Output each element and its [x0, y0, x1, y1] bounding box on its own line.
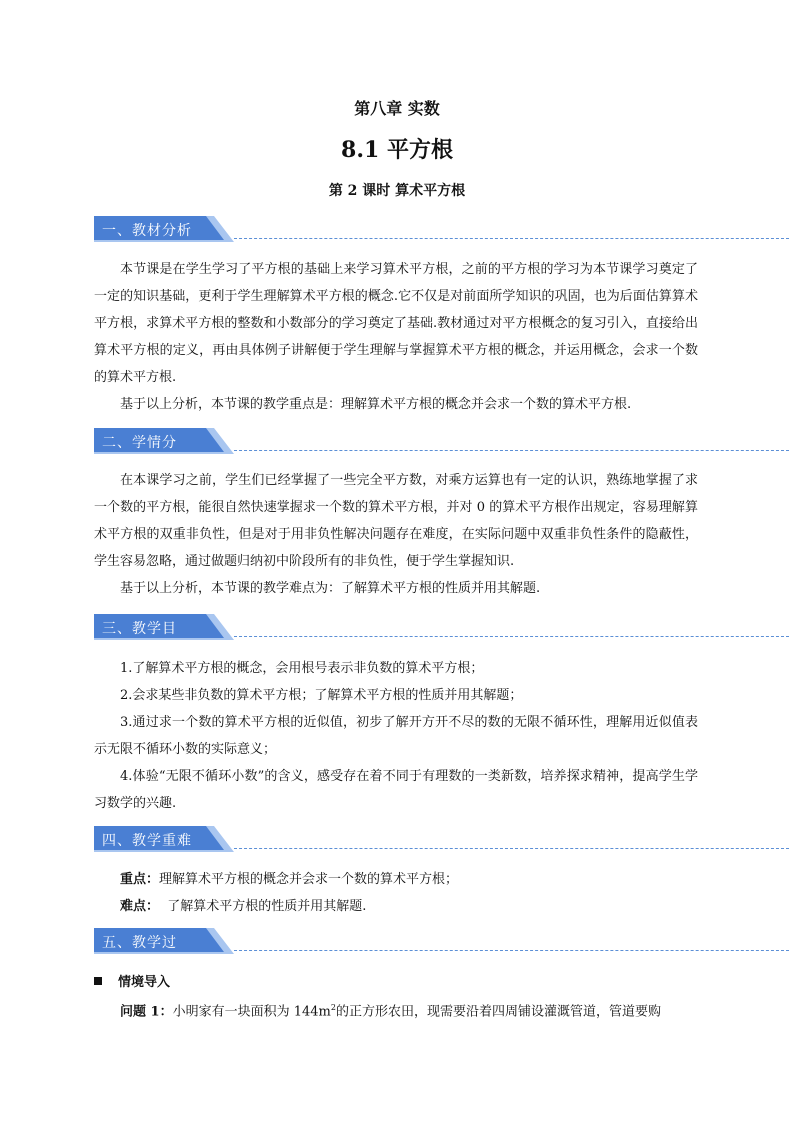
- objectives-list: [94, 655, 698, 817]
- section-label-3: 三、教学目: [102, 621, 177, 637]
- section-heading-4: [94, 826, 694, 856]
- section-heading-5: [94, 928, 694, 958]
- list-item: 3.通过求一个数的算术平方根的近似值，初步了解开方开不尽的数的无限不循环性，理解用近似值表示无限不循环小数的实际意义；: [94, 715, 698, 757]
- chapter-title: 第八章 实数: [354, 99, 440, 118]
- section-body-2: [94, 467, 698, 602]
- section-title: 8.1 平方根: [341, 137, 453, 163]
- list-item: 1.了解算术平方根的概念，会用根号表示非负数的算术平方根；: [120, 661, 484, 676]
- key-point-label: 重点：: [120, 872, 160, 887]
- process-subheading: [94, 971, 170, 990]
- section-label-5: 五、教学过: [102, 935, 177, 951]
- section-label-1: 一、教材分析: [102, 223, 192, 239]
- key-points: [94, 866, 698, 920]
- dashed-divider: [234, 238, 789, 239]
- dashed-divider: [234, 450, 789, 451]
- section-label-2: 二、学情分: [102, 435, 177, 451]
- question-label: 问题 1：: [120, 1004, 173, 1020]
- dashed-divider: [234, 950, 789, 951]
- question-text: 小明家有一块面积为 144m: [172, 1004, 331, 1020]
- paragraph: 基于以上分析，本节课的教学难点为：了解算术平方根的性质并用其解题.: [120, 581, 541, 596]
- dashed-divider: [234, 848, 789, 849]
- paragraph: 在本课学习之前，学生们已经掌握了一些完全平方数，对乘方运算也有一定的认识，熟练地掌握了求一个数的平方根，能很自然快速掌握求一个数的算术平方根，并对 0 的算术平方根作出规定，容易理解算术平方根的双重非负性，但是对于用非负性解决问题存在难度，在实际问题中双重非负性条件的隐蔽性，学生容易忽略，通过做题归纳初中阶段所有的非负性，便于学生掌握知识.: [94, 473, 698, 569]
- question-text-cont: 的正方形农田，现需要沿着四周铺设灌溉管道，管道要购: [335, 1004, 661, 1020]
- key-point-text: 理解算术平方根的概念并会求一个数的算术平方根；: [159, 872, 459, 887]
- lesson-title: 第 2 课时 算术平方根: [328, 183, 466, 199]
- list-item: 4.体验“无限不循环小数”的含义，感受存在着不同于有理数的一类新数，培养探求精神，提高学生学习数学的兴趣.: [94, 769, 698, 811]
- difficulty-text: 了解算术平方根的性质并用其解题.: [159, 899, 367, 914]
- superscript: 2: [330, 1003, 336, 1012]
- section-body-1: [94, 256, 698, 418]
- subheading-text: 情境导入: [118, 975, 171, 990]
- section-heading-3: [94, 614, 694, 644]
- section-label-4: 四、教学重难: [102, 833, 192, 849]
- difficulty-label: 难点：: [120, 899, 160, 914]
- section-heading-1: [94, 216, 694, 246]
- difficulty-row: [94, 893, 698, 920]
- question-1: [94, 996, 698, 1024]
- dashed-divider: [234, 636, 789, 637]
- key-point-row: [94, 866, 698, 893]
- paragraph: 本节课是在学生学习了平方根的基础上来学习算术平方根，之前的平方根的学习为本节课学习奠定了一定的知识基础，更利于学生理解算术平方根的概念.它不仅是对前面所学知识的巩固，也为后面估算算术平方根，求算术平方根的整数和小数部分的学习奠定了基础.教材通过对平方根概念的复习引入，直接给出算术平方根的定义，再由具体例子讲解便于学生理解与掌握算术平方根的概念，并运用概念，会求一个数的算术平方根.: [94, 262, 698, 385]
- square-bullet-icon: [94, 977, 102, 985]
- paragraph: 基于以上分析，本节课的教学重点是：理解算术平方根的概念并会求一个数的算术平方根.: [120, 397, 632, 412]
- list-item: 2.会求某些非负数的算术平方根；了解算术平方根的性质并用其解题；: [120, 688, 523, 703]
- section-heading-2: [94, 428, 694, 458]
